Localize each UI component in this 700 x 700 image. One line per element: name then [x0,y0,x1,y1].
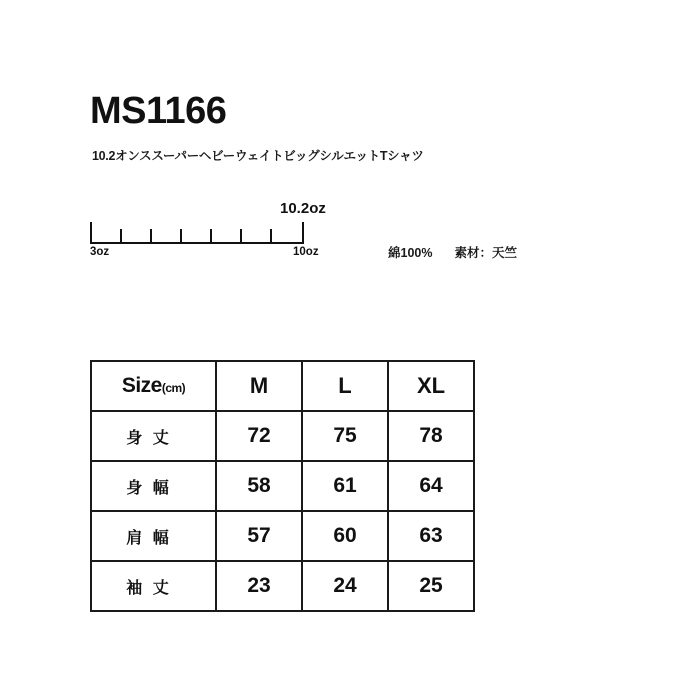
table-row [91,411,474,461]
cell-body-width-m: 58 [216,461,302,511]
scale-tick-2 [150,229,152,242]
table-row [91,461,474,511]
cell-body-length-m: 72 [216,411,302,461]
scale-tick-3 [180,229,182,242]
table-row [91,511,474,561]
size-column-xl: XL [388,361,474,411]
cell-body-length-xl: 78 [388,411,474,461]
weight-scale [90,200,340,260]
table-row [91,561,474,611]
cell-shoulder-width-m: 57 [216,511,302,561]
scale-tick-6 [270,229,272,242]
cell-shoulder-width-xl: 63 [388,511,474,561]
scale-tick-4 [210,229,212,242]
scale-max-label: 10oz [293,246,319,258]
size-header-cell [91,361,216,411]
row-label-body-width: 身 幅 [91,461,216,511]
size-column-l: L [302,361,388,411]
cell-sleeve-length-m: 23 [216,561,302,611]
product-description: 10.2オンススーパーヘビーウェイトビッグシルエットTシャツ [92,149,424,163]
scale-tick-5 [240,229,242,242]
scale-axis-line [90,242,304,244]
size-header-label: Size [121,374,162,397]
size-table [90,360,475,612]
row-label-sleeve-length: 袖 丈 [91,561,216,611]
scale-min-label: 3oz [90,246,110,258]
material-info [388,243,517,261]
row-label-shoulder-width: 肩 幅 [91,511,216,561]
cell-body-width-l: 61 [302,461,388,511]
cell-sleeve-length-l: 24 [302,561,388,611]
scale-tick-0 [90,222,92,242]
scale-tick-7 [302,222,304,242]
weight-callout-label: 10.2oz [280,200,326,217]
product-code: MS1166 [90,90,227,132]
cell-body-length-l: 75 [302,411,388,461]
cell-shoulder-width-l: 60 [302,511,388,561]
row-label-body-length: 身 丈 [91,411,216,461]
size-header-unit: (cm) [161,381,186,395]
material-fabric: 素材：天竺 [454,246,517,260]
cell-sleeve-length-xl: 25 [388,561,474,611]
size-column-m: M [216,361,302,411]
cell-body-width-xl: 64 [388,461,474,511]
material-composition: 綿100% [388,246,433,260]
table-header-row [91,361,474,411]
scale-tick-1 [120,229,122,242]
